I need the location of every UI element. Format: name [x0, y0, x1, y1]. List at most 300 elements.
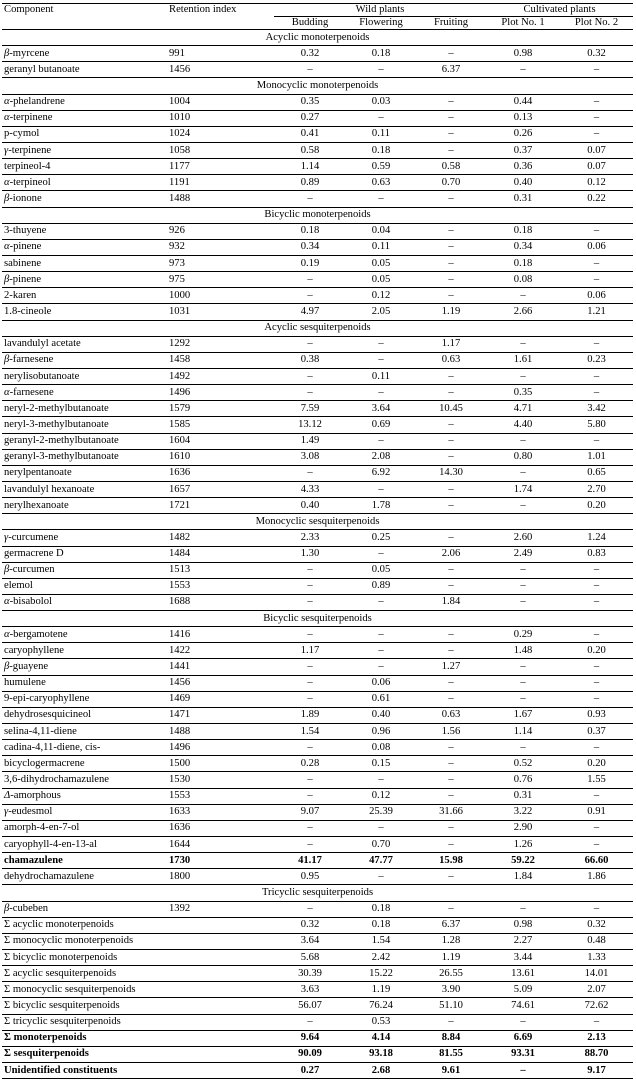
flowering-cell: 0.15 [346, 756, 416, 772]
table-row [2, 869, 633, 885]
fruiting-cell: 81.55 [416, 1046, 486, 1062]
component-name: -farnesene [9, 354, 54, 366]
table-row [2, 1030, 633, 1046]
table-row [2, 966, 633, 982]
component-name: 3-thuyene [4, 225, 47, 237]
component-name: neryl-2-methylbutanoate [4, 402, 109, 414]
retention-index-cell: 1177 [167, 159, 274, 175]
component-cell [2, 740, 167, 756]
plot2-cell: – [560, 336, 633, 352]
component-name: lavandulyl hexanoate [4, 483, 95, 495]
component-cell [2, 820, 167, 836]
retention-index-cell: 1633 [167, 804, 274, 820]
table-row [2, 643, 633, 659]
fruiting-cell: – [416, 110, 486, 126]
budding-cell: – [274, 901, 346, 917]
component-cell [2, 691, 167, 707]
table-row [2, 498, 633, 514]
budding-cell: 13.12 [274, 417, 346, 433]
section-title: Monocyclic sesquiterpenoids [2, 514, 633, 530]
table-row [2, 481, 633, 497]
component-cell [2, 336, 167, 352]
table-row [2, 62, 633, 78]
greek-prefix: β [4, 354, 10, 366]
budding-cell: 56.07 [274, 998, 346, 1014]
component-name: Σ monocyclic monoterpenoids [4, 935, 134, 947]
retention-index-cell: 1644 [167, 837, 274, 853]
component-cell [2, 481, 167, 497]
greek-prefix: β [4, 273, 10, 285]
plot2-cell: 9.17 [560, 1063, 633, 1079]
table-row [2, 772, 633, 788]
flowering-cell: 0.06 [346, 675, 416, 691]
component-cell [2, 191, 167, 207]
plot2-cell: 72.62 [560, 998, 633, 1014]
plot1-cell: 2.49 [486, 546, 560, 562]
retention-index-cell: 1441 [167, 659, 274, 675]
fruiting-cell: – [416, 643, 486, 659]
fruiting-cell: – [416, 869, 486, 885]
flowering-cell: – [346, 336, 416, 352]
retention-index-cell: 1636 [167, 820, 274, 836]
retention-index-cell: 1422 [167, 643, 274, 659]
greek-prefix: γ [4, 806, 9, 818]
retention-index-cell: 1610 [167, 449, 274, 465]
table-row [2, 1063, 633, 1079]
plot1-cell: 0.29 [486, 627, 560, 643]
plot1-cell: – [486, 1063, 560, 1079]
plot2-cell: – [560, 110, 633, 126]
component-cell [2, 772, 167, 788]
fruiting-cell: 0.70 [416, 175, 486, 191]
plot1-cell: 0.35 [486, 385, 560, 401]
component-cell [2, 1030, 167, 1046]
component-cell [2, 1063, 167, 1079]
component-name: -terpinene [9, 112, 53, 124]
section-row [2, 30, 633, 46]
table-row [2, 1014, 633, 1030]
fruiting-cell: 9.61 [416, 1063, 486, 1079]
component-cell [2, 352, 167, 368]
budding-cell: – [274, 578, 346, 594]
table-row [2, 627, 633, 643]
retention-index-cell: 1469 [167, 691, 274, 707]
budding-cell: 4.97 [274, 304, 346, 320]
fruiting-cell: – [416, 223, 486, 239]
component-cell [2, 433, 167, 449]
plot1-cell: 13.61 [486, 966, 560, 982]
greek-prefix: α [4, 596, 10, 608]
component-cell [2, 272, 167, 288]
flowering-cell: 93.18 [346, 1046, 416, 1062]
flowering-cell: 0.04 [346, 223, 416, 239]
budding-cell: 0.89 [274, 175, 346, 191]
table-row [2, 917, 633, 933]
retention-index-cell: 1496 [167, 740, 274, 756]
table-row [2, 578, 633, 594]
flowering-cell: 0.59 [346, 159, 416, 175]
budding-cell: – [274, 191, 346, 207]
fruiting-cell: 8.84 [416, 1030, 486, 1046]
table-row [2, 982, 633, 998]
fruiting-cell: – [416, 562, 486, 578]
plot2-cell: 0.20 [560, 643, 633, 659]
table-row [2, 1046, 633, 1062]
plot1-cell: 5.09 [486, 982, 560, 998]
table-row [2, 998, 633, 1014]
component-name: -terpinene [8, 144, 52, 156]
fruiting-cell: – [416, 772, 486, 788]
budding-cell: – [274, 272, 346, 288]
table-row [2, 142, 633, 158]
fruiting-cell: 0.63 [416, 707, 486, 723]
retention-index-cell [167, 950, 274, 966]
component-name: bicyclogermacrene [4, 757, 85, 769]
plot2-cell: 66.60 [560, 853, 633, 869]
retention-index-cell: 1657 [167, 481, 274, 497]
table-row [2, 433, 633, 449]
budding-cell: 0.28 [274, 756, 346, 772]
plot2-cell: 0.20 [560, 498, 633, 514]
plot2-cell: – [560, 62, 633, 78]
flowering-cell: – [346, 820, 416, 836]
budding-cell: – [274, 772, 346, 788]
retention-index-cell: 973 [167, 255, 274, 271]
fruiting-cell: – [416, 239, 486, 255]
retention-index-cell [167, 998, 274, 1014]
retention-index-cell [167, 933, 274, 949]
retention-index-cell: 1456 [167, 675, 274, 691]
section-title: Acyclic sesquiterpenoids [2, 320, 633, 336]
plot1-cell: – [486, 594, 560, 610]
wild-plants-header: Wild plants [274, 4, 486, 17]
retention-index-cell: 1024 [167, 126, 274, 142]
flowering-cell: 0.18 [346, 142, 416, 158]
flowering-cell: – [346, 385, 416, 401]
flowering-cell: – [346, 481, 416, 497]
greek-prefix: β [4, 564, 10, 576]
flowering-cell: 0.05 [346, 255, 416, 271]
fruiting-cell: – [416, 837, 486, 853]
table-row [2, 659, 633, 675]
table-row [2, 352, 633, 368]
fruiting-cell: – [416, 627, 486, 643]
flowering-cell: 0.25 [346, 530, 416, 546]
budding-cell: 2.33 [274, 530, 346, 546]
plot2-cell: 0.06 [560, 288, 633, 304]
component-cell [2, 950, 167, 966]
plot2-cell: 1.55 [560, 772, 633, 788]
component-cell [2, 498, 167, 514]
component-cell [2, 578, 167, 594]
budding-cell: 0.27 [274, 1063, 346, 1079]
flowering-cell: 1.54 [346, 933, 416, 949]
plot2-cell: 1.86 [560, 869, 633, 885]
budding-cell: – [274, 594, 346, 610]
greek-prefix: α [4, 112, 10, 124]
component-cell [2, 869, 167, 885]
component-name: Σ bicyclic sesquiterpenoids [4, 1000, 120, 1011]
header-row-2 [2, 17, 633, 30]
budding-cell: 3.64 [274, 933, 346, 949]
component-cell [2, 530, 167, 546]
flowering-cell: 0.11 [346, 368, 416, 384]
plot1-cell: 0.37 [486, 142, 560, 158]
table-row [2, 288, 633, 304]
plot1-cell: 0.52 [486, 756, 560, 772]
component-cell [2, 368, 167, 384]
plot1-cell: – [486, 675, 560, 691]
budding-cell: 0.27 [274, 110, 346, 126]
retention-index-cell: 1484 [167, 546, 274, 562]
plot2-cell: 0.07 [560, 159, 633, 175]
budding-cell: 9.07 [274, 804, 346, 820]
component-cell [2, 255, 167, 271]
plot1-cell: 3.22 [486, 804, 560, 820]
component-cell [2, 46, 167, 62]
budding-cell: 0.40 [274, 498, 346, 514]
flowering-cell: 0.05 [346, 562, 416, 578]
component-name: geranyl butanoate [4, 63, 80, 75]
flowering-cell: – [346, 869, 416, 885]
component-name: -curcumene [8, 531, 59, 543]
component-cell [2, 933, 167, 949]
budding-cell: 7.59 [274, 401, 346, 417]
plot2-cell: 0.32 [560, 917, 633, 933]
component-cell [2, 239, 167, 255]
component-header: Component [2, 4, 167, 17]
component-name: caryophyll-4-en-13-al [4, 838, 97, 850]
table-row [2, 336, 633, 352]
component-name: humulene [4, 677, 46, 689]
plot2-cell: – [560, 594, 633, 610]
plot1-cell: 1.84 [486, 869, 560, 885]
retention-index-cell: 1471 [167, 707, 274, 723]
budding-cell: – [274, 788, 346, 804]
component-name: Σ monoterpenoids [4, 1032, 87, 1044]
component-cell [2, 1014, 167, 1030]
table-row [2, 272, 633, 288]
component-name: amorph-4-en-7-ol [4, 822, 80, 834]
component-cell [2, 126, 167, 142]
retention-index-cell: 1000 [167, 288, 274, 304]
plot2-cell: – [560, 627, 633, 643]
plot2-cell: – [560, 691, 633, 707]
fruiting-cell: 3.90 [416, 982, 486, 998]
plot1-cell: – [486, 465, 560, 481]
flowering-cell: 47.77 [346, 853, 416, 869]
fruiting-cell: 14.30 [416, 465, 486, 481]
fruiting-cell: 1.56 [416, 724, 486, 740]
plot2-cell: 0.32 [560, 46, 633, 62]
component-cell [2, 304, 167, 320]
plot1-cell: 0.18 [486, 255, 560, 271]
plot2-cell: – [560, 675, 633, 691]
flowering-cell: 0.12 [346, 788, 416, 804]
table-row [2, 804, 633, 820]
plot2-cell: 0.91 [560, 804, 633, 820]
flowering-cell: 2.05 [346, 304, 416, 320]
plot1-cell: 3.44 [486, 950, 560, 966]
retention-index-cell [167, 1063, 274, 1079]
budding-header: Budding [274, 17, 346, 30]
component-name: p-cymol [4, 128, 40, 140]
component-cell [2, 417, 167, 433]
retention-index-cell [167, 1046, 274, 1062]
flowering-cell: – [346, 772, 416, 788]
component-cell [2, 594, 167, 610]
budding-cell: 0.18 [274, 223, 346, 239]
cultivated-plants-header: Cultivated plants [486, 4, 633, 17]
retention-index-cell: 1553 [167, 788, 274, 804]
component-cell [2, 853, 167, 869]
budding-cell: – [274, 691, 346, 707]
component-name: -ionone [9, 192, 42, 204]
component-name: -pinene [9, 241, 42, 253]
component-cell [2, 788, 167, 804]
plot2-cell: – [560, 272, 633, 288]
table-row [2, 417, 633, 433]
plot2-cell: 0.48 [560, 933, 633, 949]
budding-cell: 0.58 [274, 142, 346, 158]
table-row [2, 837, 633, 853]
component-name: geranyl-3-methylbutanoate [4, 451, 119, 463]
retention-index-cell [167, 1014, 274, 1030]
component-cell [2, 627, 167, 643]
flowering-cell: 0.96 [346, 724, 416, 740]
plot1-cell: 4.71 [486, 401, 560, 417]
greek-prefix: α [4, 96, 10, 108]
component-name: germacrene D [4, 548, 64, 560]
plot1-cell: 1.61 [486, 352, 560, 368]
plot1-cell: 0.36 [486, 159, 560, 175]
budding-cell: 0.35 [274, 94, 346, 110]
component-cell [2, 659, 167, 675]
component-cell [2, 756, 167, 772]
component-name: -cubeben [9, 903, 49, 915]
flowering-cell: – [346, 627, 416, 643]
component-cell [2, 675, 167, 691]
plot2-cell: 0.22 [560, 191, 633, 207]
plot2-cell: 0.65 [560, 465, 633, 481]
fruiting-cell: – [416, 756, 486, 772]
retention-index-cell [167, 917, 274, 933]
budding-cell: – [274, 1014, 346, 1030]
budding-cell: – [274, 336, 346, 352]
table-row [2, 46, 633, 62]
plot1-cell: 4.40 [486, 417, 560, 433]
retention-index-cell: 1730 [167, 853, 274, 869]
flowering-cell: 0.18 [346, 46, 416, 62]
fruiting-cell: – [416, 288, 486, 304]
component-name: -terpineol [9, 176, 51, 188]
component-name: 3,6-dihydrochamazulene [4, 774, 110, 786]
budding-cell: 1.54 [274, 724, 346, 740]
retention-index-cell: 1392 [167, 901, 274, 917]
flowering-cell: 15.22 [346, 966, 416, 982]
budding-cell: – [274, 562, 346, 578]
retention-index-cell: 1031 [167, 304, 274, 320]
plot1-cell: 0.31 [486, 788, 560, 804]
plot2-cell: 2.70 [560, 481, 633, 497]
component-name: Σ tricyclic sesquiterpenoids [4, 1016, 121, 1028]
fruiting-cell: – [416, 901, 486, 917]
table-row [2, 126, 633, 142]
table-row [2, 546, 633, 562]
plot1-cell: 59.22 [486, 853, 560, 869]
component-name: -guayene [9, 661, 49, 673]
retention-index-cell: 1488 [167, 191, 274, 207]
plot2-cell: – [560, 433, 633, 449]
component-cell [2, 562, 167, 578]
budding-cell: 0.34 [274, 239, 346, 255]
component-name: Σ acyclic monoterpenoids [4, 919, 114, 931]
fruiting-cell: 31.66 [416, 804, 486, 820]
component-name: -eudesmol [8, 806, 53, 818]
table-row [2, 304, 633, 320]
retention-index-cell: 991 [167, 46, 274, 62]
plot2-cell: 0.83 [560, 546, 633, 562]
component-name: neryl-3-methylbutanoate [4, 418, 109, 430]
plot1-cell: – [486, 498, 560, 514]
plot2-cell: 0.93 [560, 707, 633, 723]
table-row [2, 853, 633, 869]
plot1-cell: 74.61 [486, 998, 560, 1014]
plot1-cell: 93.31 [486, 1046, 560, 1062]
budding-cell: – [274, 62, 346, 78]
plot1-cell: – [486, 659, 560, 675]
retention-index-cell: 932 [167, 239, 274, 255]
table-row [2, 675, 633, 691]
flowering-cell: 0.89 [346, 578, 416, 594]
budding-cell: – [274, 740, 346, 756]
plot2-cell: – [560, 659, 633, 675]
plot1-cell: – [486, 62, 560, 78]
fruiting-cell: 6.37 [416, 62, 486, 78]
component-name: nerylhexanoate [4, 499, 69, 511]
budding-cell: – [274, 465, 346, 481]
table-row [2, 385, 633, 401]
component-cell [2, 401, 167, 417]
component-name: Σ monocyclic sesquiterpenoids [4, 983, 136, 995]
plot1-cell: 0.76 [486, 772, 560, 788]
plot1-cell: 2.90 [486, 820, 560, 836]
component-cell [2, 385, 167, 401]
table-body [2, 30, 633, 1079]
component-cell [2, 62, 167, 78]
retention-index-cell: 1579 [167, 401, 274, 417]
flowering-cell: 0.70 [346, 837, 416, 853]
plot2-cell: – [560, 94, 633, 110]
retention-index-cell: 1482 [167, 530, 274, 546]
table-row [2, 950, 633, 966]
fruiting-header: Fruiting [416, 17, 486, 30]
budding-cell: – [274, 288, 346, 304]
retention-index-cell [167, 982, 274, 998]
flowering-cell: 0.40 [346, 707, 416, 723]
retention-index-cell: 1500 [167, 756, 274, 772]
component-cell [2, 288, 167, 304]
component-name: caryophyllene [4, 644, 65, 656]
flowering-cell: 0.61 [346, 691, 416, 707]
budding-cell: 3.63 [274, 982, 346, 998]
fruiting-cell: 1.19 [416, 304, 486, 320]
retention-index-cell: 1688 [167, 594, 274, 610]
component-name: -curcumen [9, 564, 55, 576]
flowering-cell: 1.19 [346, 982, 416, 998]
greek-prefix: γ [4, 144, 9, 156]
greek-prefix: β [4, 903, 10, 915]
